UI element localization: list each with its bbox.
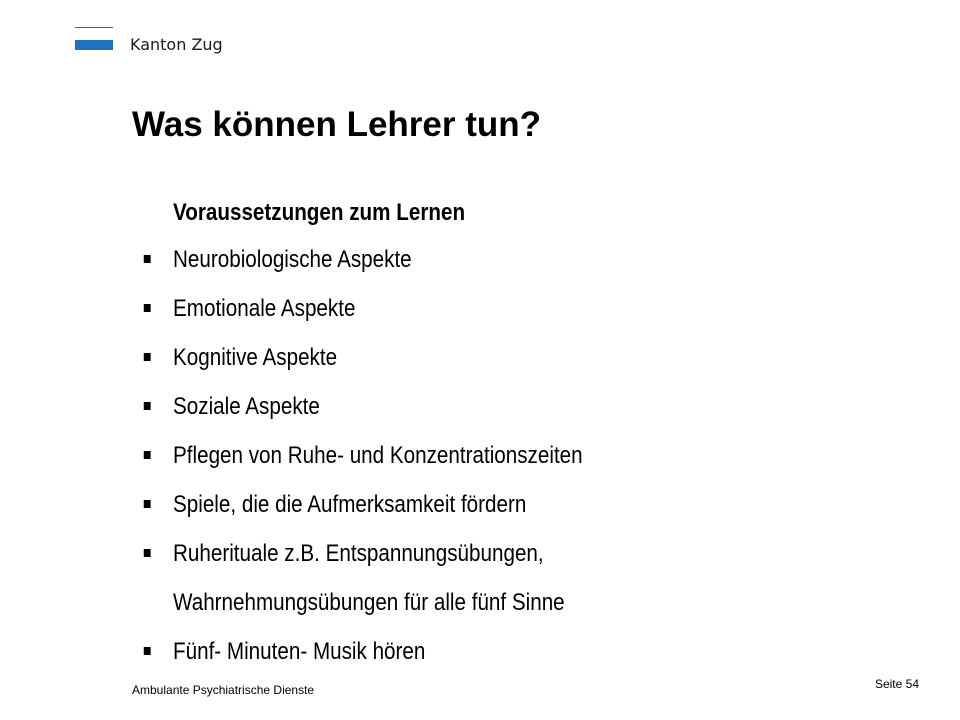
logo-line [75,27,113,28]
list-item-text: Fünf- Minuten- Musik hören [173,638,426,665]
square-bullet-icon [144,500,151,508]
kanton-zug-logo [75,27,255,57]
list-item-text: Pflegen von Ruhe- und Konzentrationszeiten [173,442,583,469]
organization-name: Kanton Zug [130,35,223,54]
list-item-text: Spiele, die die Aufmerksamkeit fördern [173,491,527,518]
list-item [130,480,818,529]
list-item-text-continued: Wahrnehmungsübungen für alle fünf Sinne [173,589,565,616]
list-item [130,431,818,480]
slide-subheading: Voraussetzungen zum Lernen [173,199,466,226]
list-item [130,235,818,284]
list-item-text: Soziale Aspekte [173,393,320,420]
list-item-text: Neurobiologische Aspekte [173,246,412,273]
square-bullet-icon [144,647,151,655]
list-item [130,627,818,676]
list-item [130,284,818,333]
logo-bar [75,40,113,50]
square-bullet-icon [144,255,151,263]
square-bullet-icon [144,402,151,410]
footer-department: Ambulante Psychiatrische Dienste [132,683,315,697]
slide-title: Was können Lehrer tun? [132,105,542,144]
list-item-text: Emotionale Aspekte [173,295,356,322]
square-bullet-icon [144,304,151,312]
list-item [130,529,818,627]
square-bullet-icon [144,451,151,459]
square-bullet-icon [144,549,151,557]
slide-content [130,190,818,676]
list-item [130,333,818,382]
list-item [130,382,818,431]
square-bullet-icon [144,353,151,361]
list-item-text: Kognitive Aspekte [173,344,338,371]
list-item-text: Ruherituale z.B. Entspannungsübungen, [173,540,544,567]
page-number: Seite 54 [874,677,919,691]
bullet-list [130,235,818,676]
